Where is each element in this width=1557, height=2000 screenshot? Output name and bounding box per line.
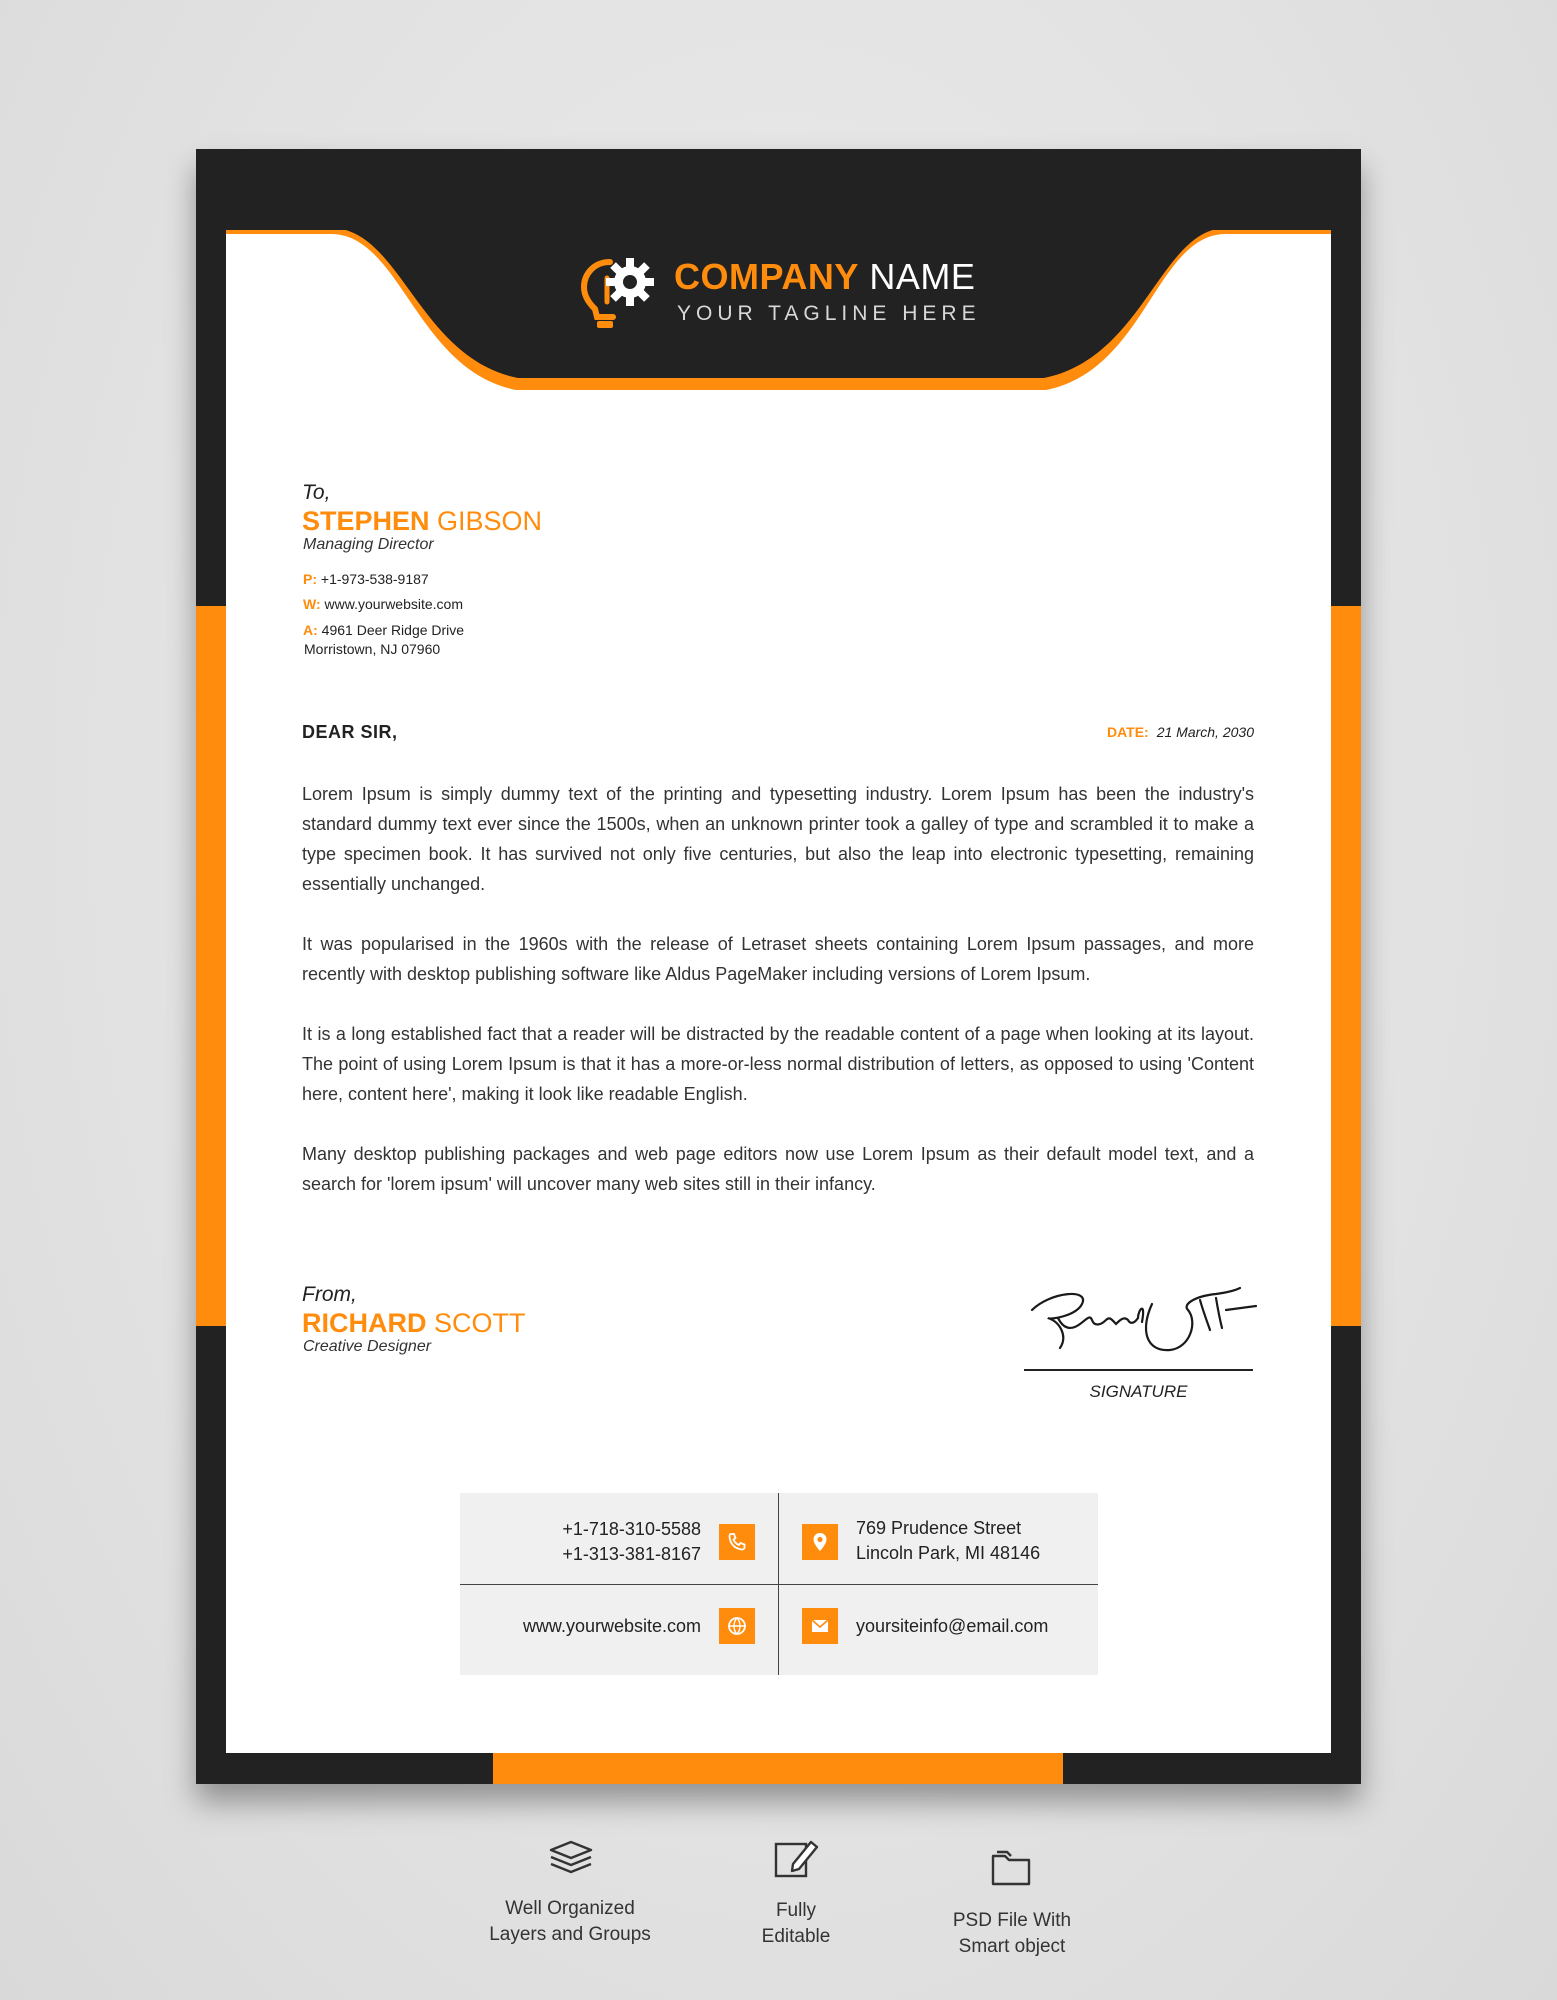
feature-psd-label (892, 1908, 1132, 1960)
body-paragraph: Lorem Ipsum is simply dummy text of the printing and typesetting industry. Lorem Ipsum has been the industry's standard dummy text ever since the 1500s, when an unknown printer took a galley of type and scrambled it to make a type specimen book. It has survived not only five centuries, but also the leap into electronic typesetting, remaining essentially unchanged. (302, 784, 1254, 894)
address-line2: Morristown, NJ 07960 (304, 641, 441, 657)
footer-website[interactable]: www.yourwebsite.com (522, 1616, 701, 1636)
recipient-last-name: GIBSON (429, 506, 543, 536)
feature-line: Layers and Groups (489, 1924, 651, 1945)
feature-editable-label (676, 1898, 916, 1950)
footer-divider-horizontal (460, 1584, 1098, 1585)
address-line1: 4961 Deer Ridge Drive (317, 622, 465, 638)
signature-label: SIGNATURE (1089, 1382, 1188, 1401)
bulb-gear-logo-icon (580, 254, 666, 334)
signature-line (1024, 1369, 1253, 1371)
feature-line: Smart object (958, 1936, 1066, 1957)
date-value: 21 March, 2030 (1156, 724, 1254, 740)
date-label: DATE: (1106, 724, 1149, 740)
envelope-icon (802, 1608, 838, 1644)
web-key: W: (303, 596, 321, 612)
left-orange-band (196, 606, 226, 1326)
recipient-website (303, 596, 463, 612)
right-orange-band (1331, 606, 1361, 1326)
sender-last-name: SCOTT (426, 1308, 526, 1338)
recipient-phone (303, 571, 429, 587)
phone-value: +1-973-538-9187 (317, 571, 429, 587)
footer-address-line2: Lincoln Park, MI 48146 (856, 1543, 1041, 1563)
body-paragraph: Many desktop publishing packages and web page editors now use Lorem Ipsum as their default model text, and a search for 'lorem ipsum' will uncover many web sites still in their infancy. (302, 1144, 1254, 1194)
recipient-first-name: STEPHEN (302, 506, 430, 536)
location-pin-icon (802, 1524, 838, 1560)
company-name (674, 256, 975, 298)
address-key: A: (303, 622, 318, 638)
footer-phone-2: +1-313-381-8167 (562, 1544, 701, 1564)
sender-title: Creative Designer (303, 1338, 432, 1355)
feature-line: PSD File With (952, 1910, 1072, 1931)
globe-icon (719, 1608, 755, 1644)
sender-first-name: RICHARD (302, 1308, 427, 1338)
recipient-name (302, 506, 542, 537)
to-label: To, (302, 481, 331, 504)
salutation: DEAR SIR, (302, 722, 398, 742)
feature-line: Well Organized (505, 1898, 635, 1919)
recipient-address (303, 622, 464, 638)
folder-icon (987, 1846, 1037, 1892)
phone-key: P: (303, 571, 317, 587)
web-value: www.yourwebsite.com (320, 596, 464, 612)
company-name-light: NAME (858, 256, 976, 297)
feature-line: Fully (775, 1900, 817, 1921)
bottom-orange-band (493, 1753, 1063, 1784)
footer-email[interactable]: yoursiteinfo@email.com (856, 1616, 1049, 1636)
body-paragraph: It was popularised in the 1960s with the release of Letraset sheets containing Lorem Ipsum passages, and more recently with desktop publishing software like Aldus PageMaker including versions of Lorem Ipsum. (302, 934, 1254, 984)
from-label: From, (302, 1283, 357, 1306)
recipient-title: Managing Director (303, 536, 434, 553)
letter-body (302, 779, 1254, 1229)
footer-address-line1: 769 Prudence Street (856, 1518, 1022, 1538)
company-name-bold: COMPANY (674, 256, 859, 297)
phone-icon (719, 1524, 755, 1560)
handwritten-signature (1020, 1270, 1260, 1370)
feature-layers-label (450, 1896, 690, 1948)
sender-name (302, 1308, 526, 1339)
body-paragraph: It is a long established fact that a reader will be distracted by the readable content of a page when looking at its layout. The point of using Lorem Ipsum is that it has a more-or-less normal distribution of letters, as opposed to using 'Content here, content here', making it look like readable English. (302, 1024, 1254, 1104)
footer-phone-1: +1-718-310-5588 (562, 1519, 701, 1539)
date-block (1107, 724, 1254, 740)
feature-line: Editable (761, 1926, 831, 1947)
edit-icon (771, 1836, 821, 1882)
company-tagline: YOUR TAGLINE HERE (677, 302, 981, 325)
layers-icon (546, 1836, 596, 1882)
